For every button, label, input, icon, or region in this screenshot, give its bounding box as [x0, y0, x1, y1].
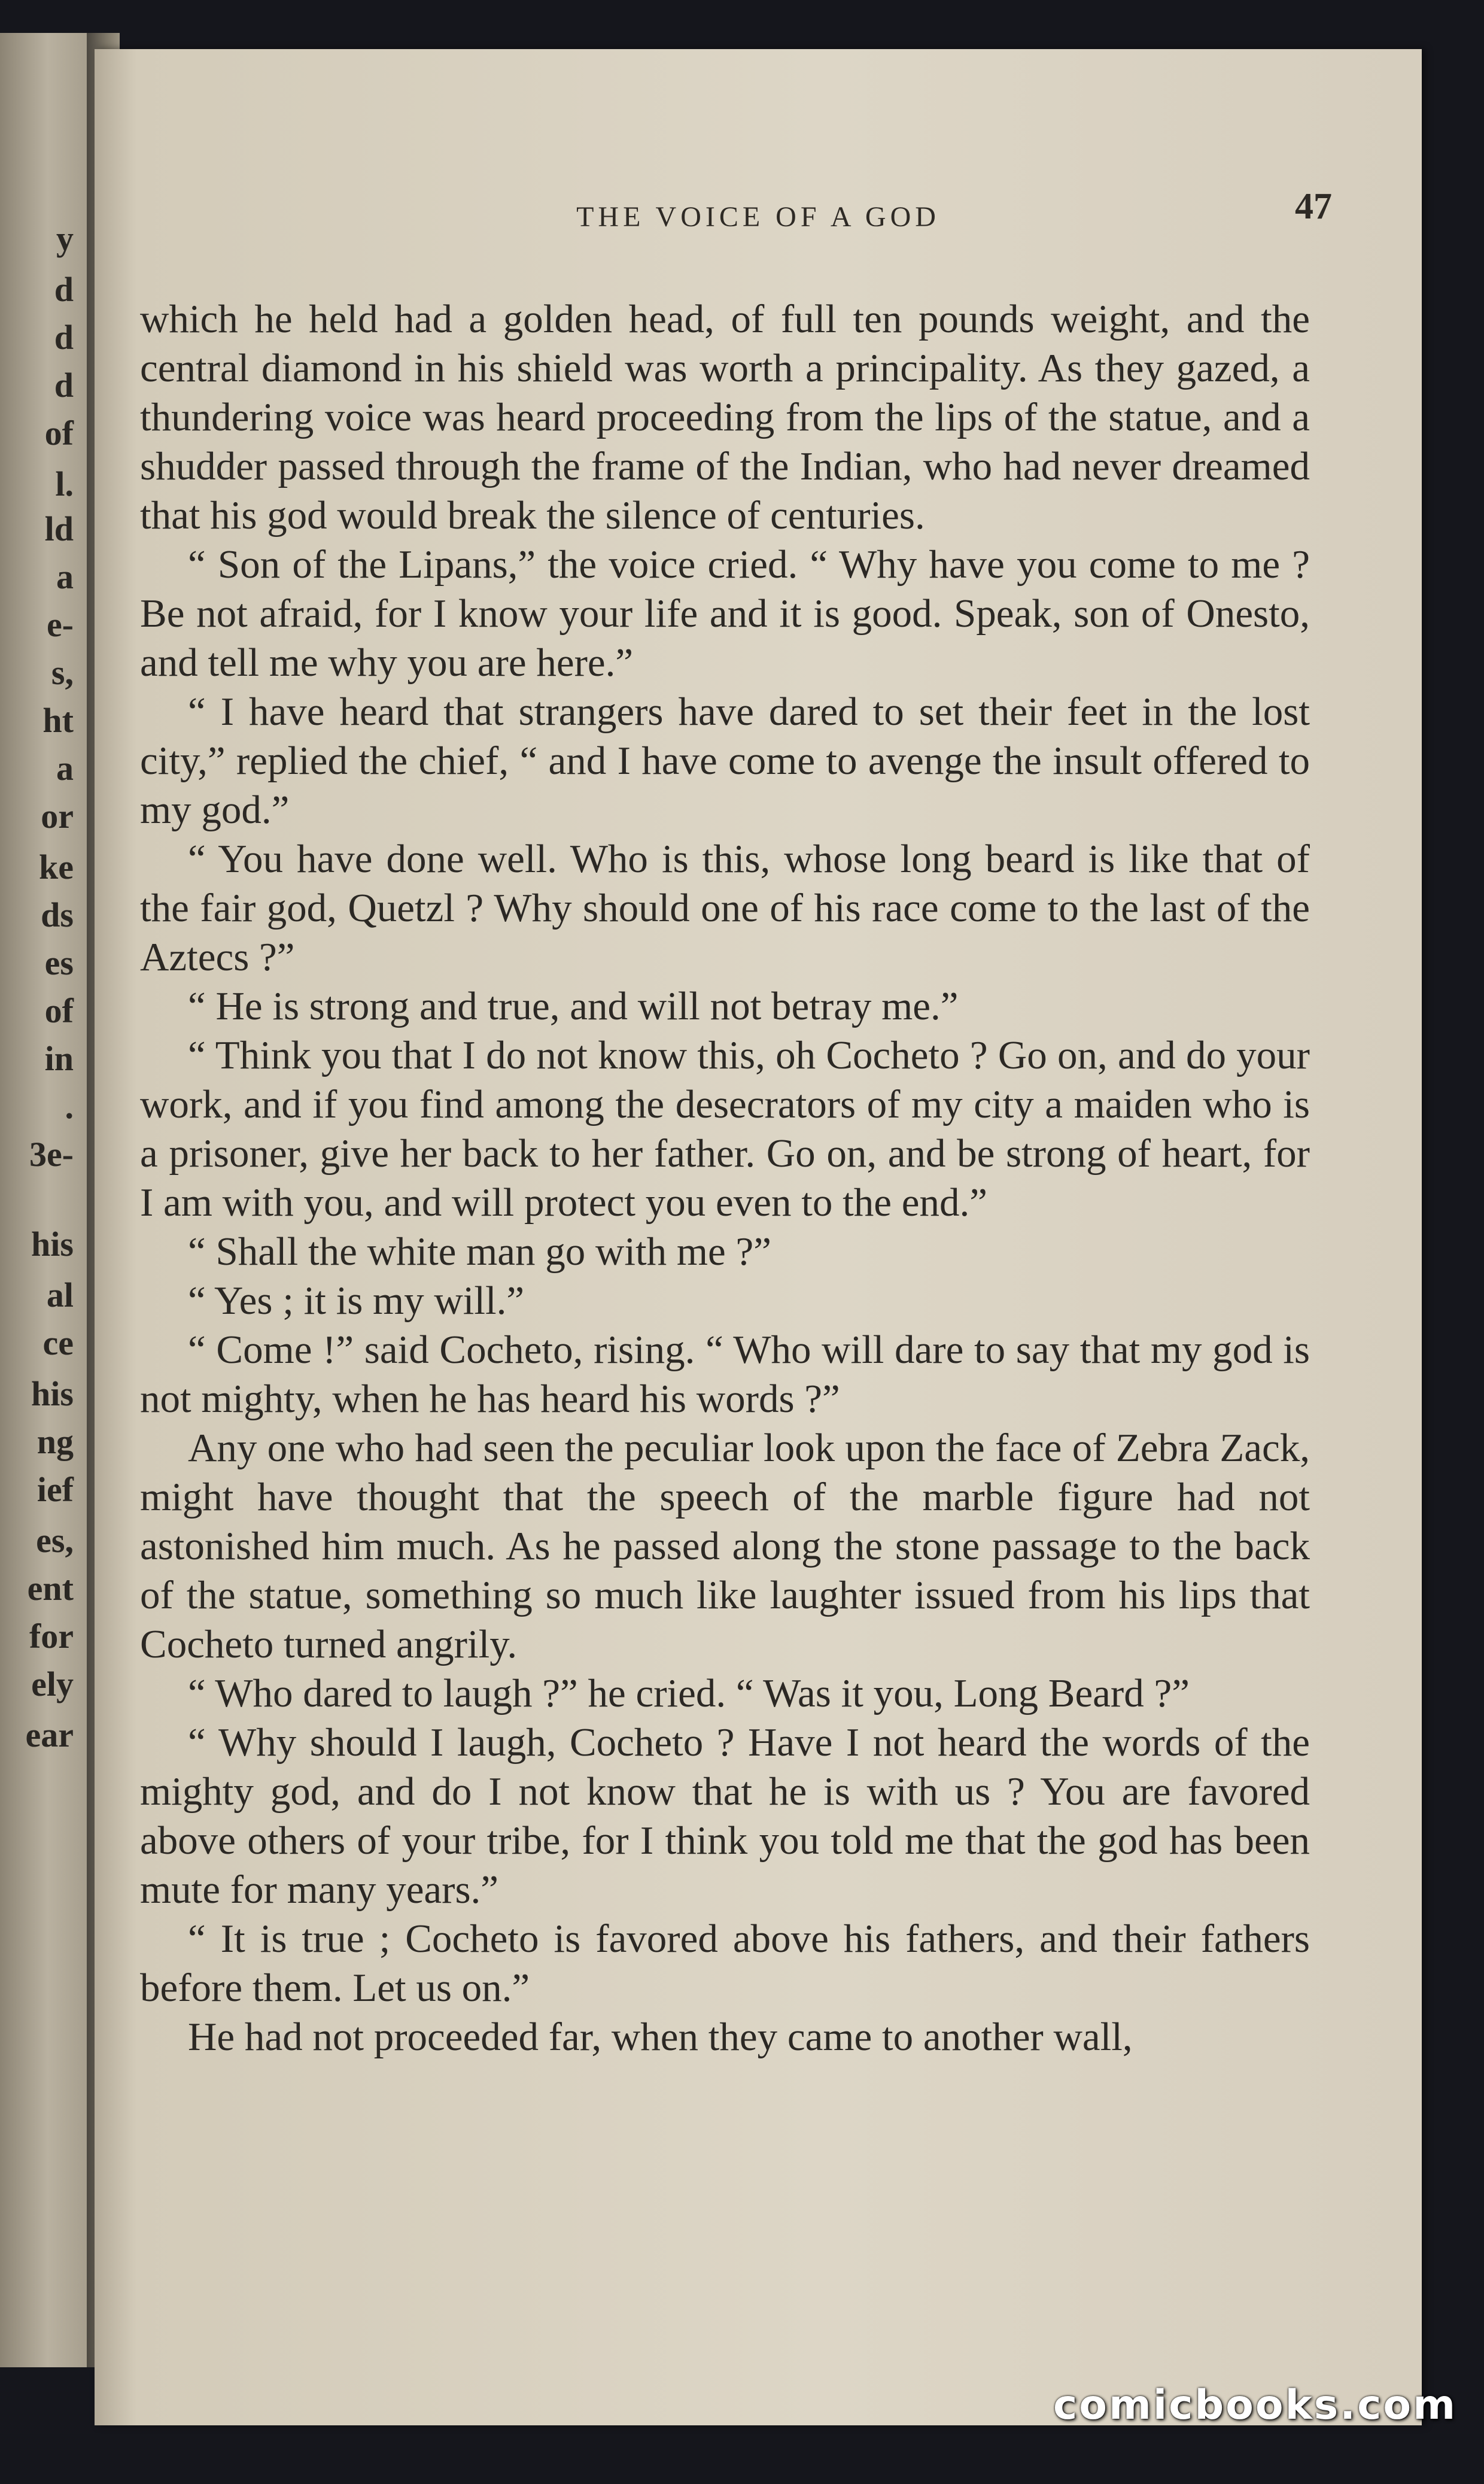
previous-page-text-fragment: ht [42, 701, 74, 740]
previous-page-text-fragment: e- [46, 605, 74, 644]
previous-page-text-fragment: d [54, 318, 74, 357]
previous-page-text-fragment: ief [37, 1470, 74, 1509]
previous-page-text-fragment: y [56, 219, 74, 258]
previous-page-text-fragment: ce [42, 1323, 74, 1362]
paragraph: which he held had a golden head, of full ten pounds weight, and the central diamond in his shield was worth a principality. As they gazed, a thundering voice was heard proceeding from the lips of the statue, and a shudder passed through the frame of the Indian, who had never dreamed that his god would break the silence of centuries. [140, 297, 1310, 538]
previous-page-text-fragment: of [44, 991, 74, 1030]
paragraph: “ Why should I laugh, Cocheto ? Have I not heard the words of the mighty god, and do I not know that he is with us ? You are favored above others of your tribe, for I think you told me that the god has been mute for many years.” [140, 1720, 1310, 1912]
previous-page-text-fragment: a [56, 557, 74, 596]
previous-page-text-fragment: in [44, 1039, 74, 1078]
previous-page-text-fragment: 3e- [29, 1135, 74, 1174]
running-head: THE VOICE OF A GOD [576, 201, 940, 233]
previous-page-text-fragment: his [31, 1225, 74, 1264]
paragraph: “ It is true ; Cocheto is favored above his fathers, and their fathers before them. Let us on.” [140, 1917, 1310, 2010]
previous-page-text-fragment: or [41, 797, 74, 836]
previous-page-text-fragment: d [54, 366, 74, 405]
previous-page-text-fragment: . [65, 1087, 74, 1126]
previous-page-text-fragment: al [46, 1276, 74, 1314]
paragraph: “ You have done well. Who is this, whose long beard is like that of the fair god, Quetzl ? Why should one of his race come to the last of the Aztecs ?” [140, 837, 1310, 979]
previous-page-text-fragment: ke [39, 848, 74, 886]
previous-page-text-fragment: s, [51, 653, 74, 692]
previous-page-text-fragment: es, [36, 1521, 74, 1560]
paragraph: “ Yes ; it is my will.” [188, 1279, 525, 1323]
previous-page-text-fragment: for [29, 1617, 74, 1656]
body-text [140, 294, 1310, 2061]
previous-page-text-fragment: l. [55, 464, 74, 503]
previous-page-text-fragment: ely [31, 1665, 74, 1703]
paragraph: He had not proceeded far, when they came to another wall, [188, 2015, 1133, 2059]
watermark-logo: comicbooks.com [1053, 2382, 1457, 2429]
paragraph: “ He is strong and true, and will not betray me.” [188, 984, 959, 1028]
previous-page-text-fragment: his [31, 1374, 74, 1413]
previous-page-text-fragment: d [54, 270, 74, 309]
previous-page-text-fragment: ent [27, 1569, 74, 1608]
paragraph: “ Come !” said Cocheto, rising. “ Who will dare to say that my god is not mighty, when he has heard his words ?” [140, 1328, 1310, 1421]
paragraph: “ Son of the Lipans,” the voice cried. “ Why have you come to me ? Be not afraid, for I know your life and it is good. Speak, son of Onesto, and tell me why you are here.” [140, 542, 1310, 685]
paragraph: “ I have heard that strangers have dared to set their feet in the lost city,” replied the chief, “ and I have come to avenge the insult offered to my god.” [140, 690, 1310, 832]
paragraph: “ Shall the white man go with me ?” [188, 1229, 771, 1274]
page-number: 47 [1295, 186, 1332, 227]
previous-page-text-fragment: a [56, 749, 74, 788]
previous-page-text-fragment: ds [41, 895, 74, 934]
previous-page-text-fragment: es [44, 943, 74, 982]
paragraph: Any one who had seen the peculiar look upon the face of Zebra Zack, might have thought that the speech of the marble figure had not astonished him much. As he passed along the stone passage to the back of the statue, something so much like laughter issued from his lips that Cocheto turned angrily. [140, 1426, 1310, 1666]
book-page [95, 49, 1422, 2425]
previous-page-text-fragment: ld [44, 509, 74, 548]
paragraph: “ Think you that I do not know this, oh Cocheto ? Go on, and do your work, and if you find among the desecrators of my city a maiden who is a prisoner, give her back to her father. Go on, and be strong of heart, for I am with you, and will protect you even to the end.” [140, 1033, 1310, 1225]
previous-page-text-fragment: of [44, 414, 74, 453]
previous-page-text-fragment: ng [37, 1422, 74, 1461]
previous-page-edge [0, 33, 87, 2367]
previous-page-text-fragment: ear [25, 1715, 74, 1754]
paragraph: “ Who dared to laugh ?” he cried. “ Was it you, Long Beard ?” [188, 1671, 1190, 1715]
